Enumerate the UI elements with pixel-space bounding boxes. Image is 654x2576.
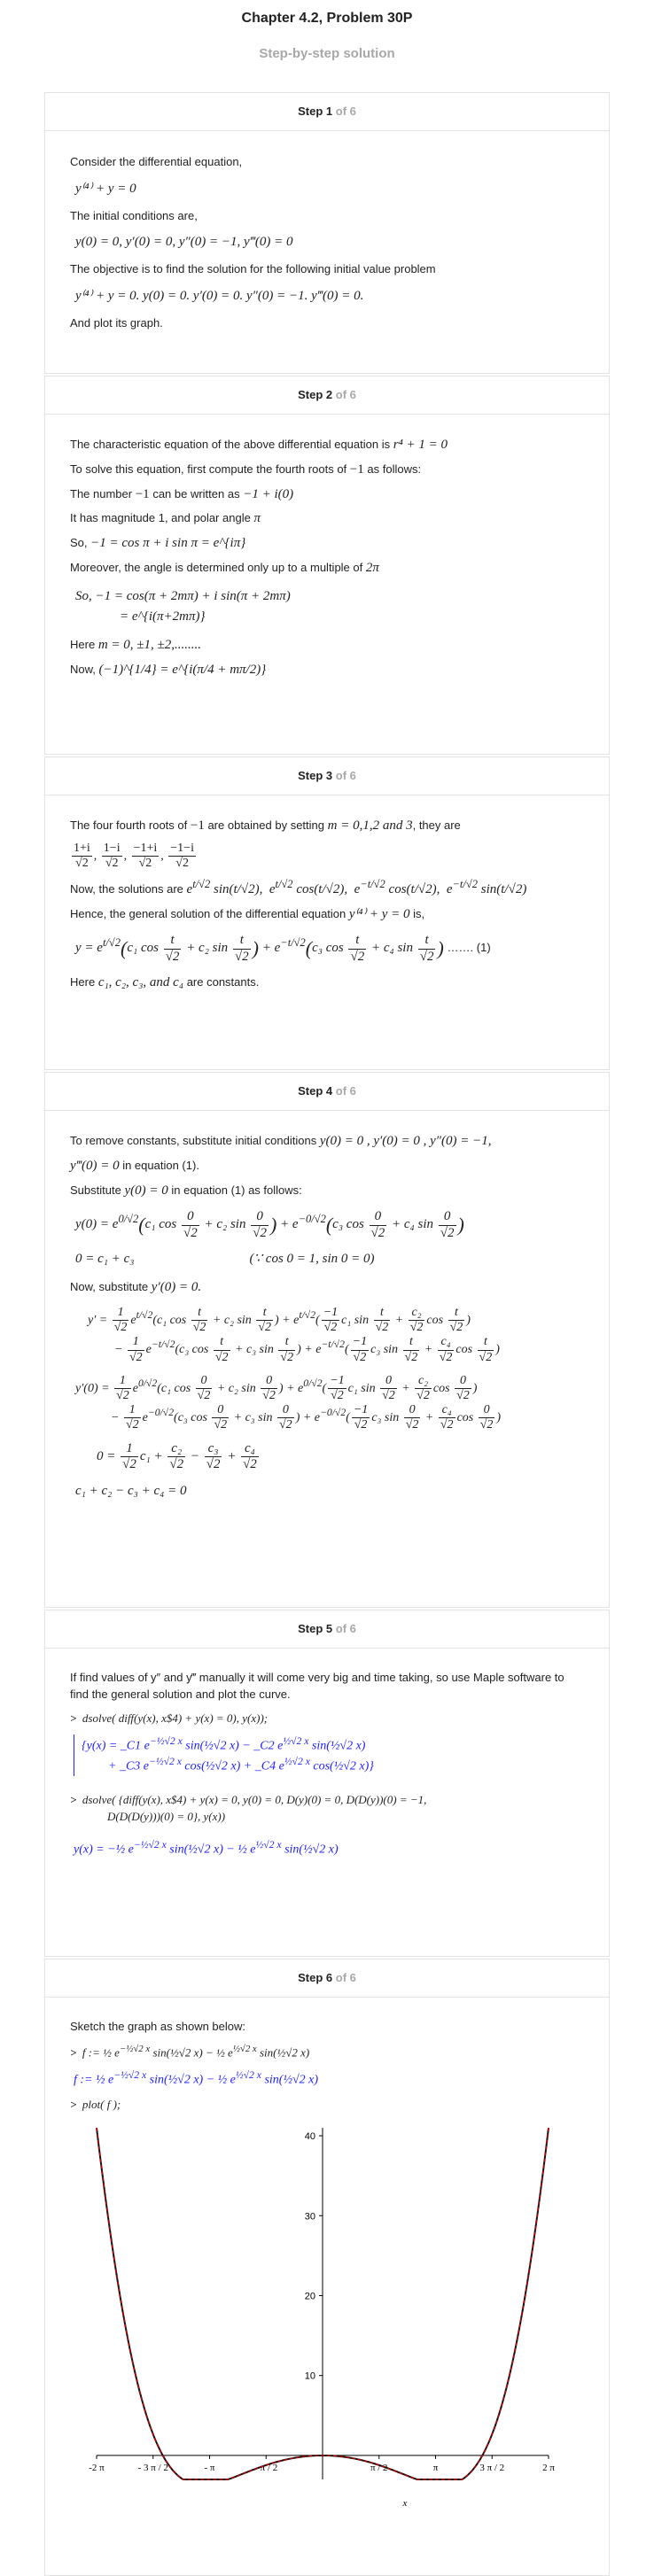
root-fraction bbox=[168, 842, 196, 871]
math: −1 bbox=[349, 462, 364, 477]
text: Consider the differential equation, bbox=[70, 155, 243, 168]
text: Now, the solutions are bbox=[70, 881, 183, 896]
step-number: 2 bbox=[325, 388, 333, 401]
step-number: 3 bbox=[325, 769, 333, 782]
text: Moreover, the angle is determined only up to a multiple of bbox=[70, 560, 363, 574]
maple-command: D(D(D(y)))(0) = 0}, y(x)) bbox=[107, 1810, 226, 1824]
step-3-card: Step 3 of 6 The four fourth roots of −1 are obtained by setting m = 0,1,2 and 3, they are $\frac{1+i}{√2}$ , $\frac{1-i}{√2}$ , $\frac{-1+i}{√2}$ , $\frac{-1-i}{√2}$ Now, the solutions are $e^{t/√2}$ sin(t/√2), $e^{t/√2}$ cos(t/√2), $e^{-t/√2}$ cos(t/√2), $e^{-t/√2}$ sin(t/√2) Hence, the general solution of the differential equation y⁽⁴⁾ + y = 0 is, $y = e^{t/√2}(c_1$ cos $\frac{t}{√2}$ + c₂ sin $\frac{t}{√2}$ ) + $e^{-t/√2}(c_3$ cos $\frac{t}{√2}$ + c₄ sin $\frac{t}{√2}$ ) ……. (1) Here c₁, c₂, c₃, and c₄ are constants. bbox=[44, 757, 610, 1070]
maple-prompt: > bbox=[70, 1793, 77, 1807]
step-2-header bbox=[45, 376, 609, 415]
math: m = 0,1,2 and 3 bbox=[327, 819, 413, 833]
eq-right: (∵ cos 0 = 1, sin 0 = 0) bbox=[249, 1251, 375, 1266]
eq-label: ……. (1) bbox=[447, 941, 491, 955]
root-fraction bbox=[132, 842, 160, 871]
page-subtitle: Step-by-step solution bbox=[259, 46, 395, 61]
x-tick-label: 2 π bbox=[542, 2462, 555, 2473]
text: To remove constants, substitute initial conditions bbox=[70, 1134, 317, 1147]
general-solution: $y = e^{t/√2}(c_1$ cos $\frac{t}{√2}$ + c₂ sin $\frac{t}{√2}$ ) + $e^{-t/√2}(c_3$ cos $\frac{t}{√2}$ + c₄ sin $\frac{t}{√2}$ ) ……. (1) bbox=[75, 933, 491, 964]
text: The initial conditions are, bbox=[70, 208, 198, 222]
step-5-card bbox=[44, 1610, 610, 1957]
step-number: 6 bbox=[325, 1971, 333, 1984]
solution-terms: $e^{t/√2}$ sin(t/√2), $e^{t/√2}$ cos(t/√2), $e^{-t/√2}$ cos(t/√2), $e^{-t/√2}$ sin(t/√2) bbox=[186, 877, 527, 896]
maple-input bbox=[70, 1792, 584, 1826]
step-of: of 6 bbox=[335, 1622, 356, 1635]
step-word: Step bbox=[298, 105, 323, 118]
maple-output: f := ½ $e^{-\frac{1}{2}√2 x}$ sin(½√2 x) − ½ $e^{\frac{1}{2}√2 x}$ sin(½√2 x) bbox=[74, 2069, 318, 2087]
step-word: Step bbox=[298, 1084, 323, 1098]
text: is, bbox=[413, 906, 425, 920]
step-1-header bbox=[45, 93, 609, 131]
equation: So, −1 = cos(π + 2mπ) + i sin(π + 2mπ) bbox=[75, 588, 291, 603]
root-num: 1−i bbox=[102, 842, 122, 857]
text: The number bbox=[70, 486, 133, 500]
x-tick-label: π bbox=[432, 2462, 439, 2473]
root-den: √2 bbox=[105, 856, 119, 870]
maple-input bbox=[70, 2097, 584, 2114]
step-number: 5 bbox=[325, 1622, 333, 1635]
plot-svg bbox=[70, 2121, 566, 2528]
math: r⁴ + 1 = 0 bbox=[393, 438, 448, 452]
text: , they are bbox=[412, 819, 461, 832]
x-tick-label: π / 2 bbox=[370, 2462, 388, 2473]
math: y‴(0) = 0 bbox=[70, 1158, 120, 1173]
equation: c₁ + c₂ − c₃ + c₄ = 0 bbox=[75, 1483, 187, 1498]
math: −1 + i(0) bbox=[243, 486, 294, 501]
step-6-header bbox=[45, 1959, 609, 1998]
math: c₁, c₂, c₃, and c₄ bbox=[97, 974, 184, 989]
step-of: of 6 bbox=[335, 105, 356, 118]
equation: = e^{i(π+2mπ)} bbox=[120, 609, 206, 625]
step-of: of 6 bbox=[335, 388, 356, 401]
text: are constants. bbox=[186, 974, 260, 989]
step-6-card bbox=[44, 1959, 610, 2576]
y-tick-label: 40 bbox=[304, 2130, 315, 2142]
step-number: 1 bbox=[325, 105, 333, 118]
maple-input: > f := ½ $e^{-\frac{1}{2}√2 x}$ sin(½√2 x) − ½ $e^{\frac{1}{2}√2 x}$ sin(½√2 x) bbox=[70, 2043, 310, 2060]
x-tick-label: 3 π / 2 bbox=[479, 2462, 505, 2473]
step-word: Step bbox=[298, 388, 323, 401]
maple-output: y(x) = −½ $e^{-\frac{1}{2}√2 x}$ sin(½√2 x) − ½ $e^{\frac{1}{2}√2 x}$ sin(½√2 x) bbox=[74, 1839, 339, 1857]
root-fraction bbox=[72, 842, 92, 871]
text: Hence, the general solution of the differential equation bbox=[70, 906, 346, 920]
step-3-header bbox=[45, 757, 609, 795]
y-tick-label: 10 bbox=[304, 2370, 315, 2382]
text: It has magnitude 1, and polar angle bbox=[70, 511, 251, 525]
step-word: Step bbox=[298, 769, 323, 782]
text: So, bbox=[70, 536, 88, 549]
math: y(0) = 0 bbox=[124, 1183, 168, 1198]
maple-command: dsolve( diff(y(x), x$4) + y(x) = 0), y(x)); bbox=[82, 1711, 269, 1725]
step-of: of 6 bbox=[335, 1971, 356, 1984]
equation bbox=[75, 1250, 584, 1269]
math: (−1)^{1/4} = e^{i(π/4 + mπ/2)} bbox=[98, 662, 267, 677]
step-4-header bbox=[45, 1073, 609, 1111]
math: m = 0, ±1, ±2,........ bbox=[97, 638, 201, 652]
math: y(0) = 0 , y′(0) = 0 , y″(0) = −1, bbox=[319, 1134, 492, 1148]
substitution-eq: $y(0) = e^{0/√2}(c_1$ cos $\frac{0}{√2}$ + c₂ sin $\frac{0}{√2}$ ) + $e^{-0/√2}(c_3$ cos $\frac{0}{√2}$ + c₄ sin $\frac{0}{√2}$ ) bbox=[75, 1209, 464, 1240]
text: Here bbox=[70, 638, 96, 651]
derivative-eq: y′ = $\frac{1}{√2}$ $e^{t/√2}(c_1$ cos $\frac{t}{√2}$ + c₂ sin $\frac{t}{√2}$ ) + $e^{t/√2}$( $\frac{-1}{√2}$ c₁ sin $\frac{t}{√2}$ + $\frac{\text{c₂}}{√2}$ cos $\frac{t}{√2}$ ) − $\frac{1}{√2}$ $e^{-t/√2}(c_3$ cos $\frac{t}{√2}$ + c₃ sin $\frac{t}{√2}$ ) + $e^{-t/√2}$( $\frac{-1}{√2}$ c₃ sin $\frac{t}{√2}$ + $\frac{\text{c₄}}{√2}$ cos $\frac{t}{√2}$ ) bbox=[88, 1306, 500, 1364]
text: If find values of y″ and y‴ manually it will come very big and time taking, so use Maple software to find the general solution and plot the curve. bbox=[70, 1671, 564, 1701]
math: −1 bbox=[190, 819, 205, 833]
text: And plot its graph. bbox=[70, 315, 163, 330]
root-den: √2 bbox=[138, 856, 152, 870]
x-axis-label: x bbox=[402, 2497, 408, 2509]
text: The characteristic equation of the above differential equation is bbox=[70, 438, 391, 451]
root-den: √2 bbox=[175, 856, 189, 870]
maple-output: {y(x) = _C1 $e^{-\frac{1}{2}√2 x}$ sin(½√2 x) − _C2 $e^{\frac{1}{2}√2 x}$ sin(½√2 x) + _C3 $e^{-\frac{1}{2}√2 x}$ cos(½√2 x) + _C4 $e^{\frac{1}{2}√2 x}$ cos(½√2 x)} bbox=[74, 1734, 584, 1777]
equation: y⁽⁴⁾ + y = 0 bbox=[75, 181, 136, 196]
step-5-header bbox=[45, 1610, 609, 1649]
root-den: √2 bbox=[75, 856, 89, 870]
math: −1 bbox=[135, 486, 150, 501]
root-fraction bbox=[102, 842, 122, 871]
text: Now, substitute bbox=[70, 1279, 149, 1293]
derivative-at-zero-eq: y′(0) = $\frac{1}{√2}$ $e^{0/√2}(c_1$ cos $\frac{0}{√2}$ + c₂ sin $\frac{0}{√2}$ ) + $e^{0/√2}$( $\frac{-1}{√2}$ c₁ sin $\frac{0}{√2}$ + $\frac{\text{c₂}}{√2}$ cos $\frac{0}{√2}$ ) − $\frac{1}{√2}$ $e^{-0/√2}(c_3$ cos $\frac{0}{√2}$ + c₃ sin $\frac{0}{√2}$ ) + $e^{-0/√2}$( $\frac{-1}{√2}$ c₃ sin $\frac{0}{√2}$ + $\frac{\text{c₄}}{√2}$ cos $\frac{0}{√2}$ ) bbox=[75, 1373, 502, 1432]
text: Sketch the graph as shown below: bbox=[70, 2020, 246, 2033]
maple-prompt: > bbox=[70, 1711, 77, 1725]
text: are obtained by setting bbox=[207, 819, 324, 832]
text: Substitute bbox=[70, 1183, 121, 1197]
maple-input bbox=[70, 1711, 584, 1727]
equation: y(0) = 0, y′(0) = 0, y″(0) = −1, y‴(0) = 0 bbox=[75, 235, 293, 250]
page-title: Chapter 4.2, Problem 30P bbox=[241, 11, 413, 26]
root-num: −1−i bbox=[168, 842, 196, 857]
math: y′(0) = 0. bbox=[151, 1279, 202, 1294]
maple-prompt: > bbox=[70, 2045, 77, 2060]
step-number: 4 bbox=[325, 1084, 333, 1098]
math: −1 = cos π + i sin π = e^{iπ} bbox=[90, 536, 246, 550]
step-of: of 6 bbox=[335, 769, 356, 782]
step-word: Step bbox=[298, 1971, 323, 1984]
text: Here bbox=[70, 974, 96, 989]
text: in equation (1). bbox=[122, 1158, 199, 1172]
text: Now, bbox=[70, 662, 96, 676]
step-2-card bbox=[44, 376, 610, 755]
text: in equation (1) as follows: bbox=[171, 1183, 302, 1197]
y-tick-label: 30 bbox=[304, 2211, 315, 2223]
text: The four fourth roots of bbox=[70, 819, 188, 832]
math: 2π bbox=[365, 560, 379, 575]
root-num: −1+i bbox=[132, 842, 160, 857]
root-num: 1+i bbox=[72, 842, 92, 857]
step-of: of 6 bbox=[335, 1084, 356, 1098]
maple-command: dsolve( {diff(y(x), x$4) + y(x) = 0, y(0) = 0, D(y)(0) = 0, D(D(y))(0) = −1, bbox=[82, 1793, 427, 1807]
text: The objective is to find the solution for the following initial value problem bbox=[70, 262, 436, 276]
y-tick-label: 20 bbox=[304, 2291, 315, 2302]
step-4-card bbox=[44, 1072, 610, 1608]
math: π bbox=[253, 511, 261, 526]
eq-left: 0 = c₁ + c₃ bbox=[75, 1251, 135, 1266]
text: can be written as bbox=[152, 486, 240, 500]
text: as follows: bbox=[367, 462, 422, 476]
step-word: Step bbox=[298, 1622, 323, 1635]
function-plot bbox=[70, 2121, 584, 2533]
math: y⁽⁴⁾ + y = 0 bbox=[348, 906, 410, 921]
maple-prompt: > bbox=[70, 2097, 77, 2111]
x-tick-label: - π / 2 bbox=[254, 2462, 278, 2473]
maple-command: plot( f ); bbox=[82, 2097, 121, 2111]
step-1-card bbox=[44, 92, 610, 374]
x-tick-label: - 3 π / 2 bbox=[137, 2462, 168, 2473]
x-tick-label: -2 π bbox=[89, 2462, 105, 2473]
text: To solve this equation, first compute the fourth roots of bbox=[70, 462, 347, 476]
x-tick-label: - π bbox=[204, 2462, 215, 2473]
zero-sum-eq: 0 = $\frac{1}{√2}$ c₁ + $\frac{\text{c₂}}{√2}$ − $\frac{\text{c₃}}{√2}$ + $\frac{\text{c₄}}{√2}$ bbox=[97, 1441, 257, 1472]
equation: y⁽⁴⁾ + y = 0. y(0) = 0. y′(0) = 0. y″(0) = −1. y‴(0) = 0. bbox=[75, 289, 364, 304]
